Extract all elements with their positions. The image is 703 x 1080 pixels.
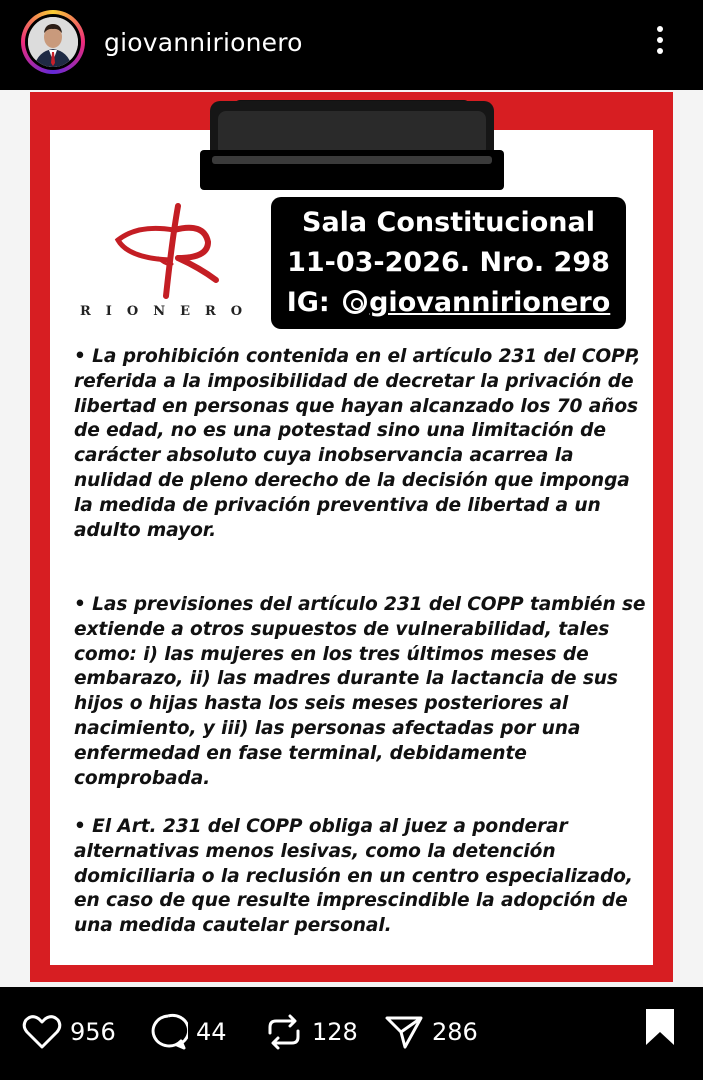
- repost-count: 128: [312, 1018, 358, 1046]
- like-count: 956: [70, 1018, 116, 1046]
- threads-icon: [343, 290, 367, 314]
- share-button[interactable]: [384, 1014, 478, 1050]
- avatar[interactable]: [21, 10, 85, 74]
- action-bar: [0, 987, 703, 1080]
- title-line-2: 11-03-2026. Nro. 298: [287, 247, 610, 278]
- share-count: 286: [432, 1018, 478, 1046]
- heart-icon: [22, 1014, 62, 1050]
- paragraph-2: • Las previsiones del artículo 231 del COPP también se extiende a otros supuestos de vulnerabilidad, tales como: i) las mujeres en los tres últimos meses de embarazo, ii) las madres durante la lactancia de sus hijos o hijas hasta los seis meses posteriores al nacimiento, y iii) las personas afectadas por una enfermedad en fase terminal, debidamente comprobada.: [74, 594, 646, 789]
- ig-prefix: IG:: [286, 287, 340, 318]
- comment-count: 44: [196, 1018, 227, 1046]
- send-icon: [384, 1013, 424, 1051]
- like-button[interactable]: [22, 1014, 116, 1050]
- title-line-1: Sala Constitucional: [302, 207, 595, 238]
- post-header: [0, 0, 703, 90]
- repost-button[interactable]: [264, 1014, 358, 1050]
- ig-handle: giovannirionero: [369, 287, 611, 318]
- avatar-photo: [25, 14, 81, 70]
- clip-highlight: [212, 156, 492, 164]
- save-button[interactable]: [642, 1009, 678, 1045]
- paragraph-3: • El Art. 231 del COPP obliga al juez a ponderar alternativas menos lesivas, como la detención domiciliaria o la reclusión en un centro especializado, en caso de que resulte imprescindible la adopción de una medida cautelar personal.: [74, 816, 633, 937]
- repost-icon: [264, 1013, 304, 1051]
- title-box: [271, 197, 626, 329]
- comment-button[interactable]: [148, 1014, 227, 1050]
- comment-icon: [148, 1013, 188, 1051]
- rionero-logo: [108, 200, 248, 320]
- bookmark-icon: [642, 1007, 678, 1047]
- title-line-3: [279, 283, 618, 323]
- username[interactable]: giovannirionero: [104, 28, 303, 57]
- more-vertical-icon[interactable]: [648, 26, 672, 62]
- paragraph-1: • La prohibición contenida en el artículo 231 del COPP, referida a la imposibilidad de decretar la privación de libertad en personas que hayan alcanzado los 70 años de edad, no es una potestad sino una limitación de carácter absoluto cuya inobservancia acarrea la nulidad de pleno derecho de la decisión que imponga la medida de privación preventiva de libertad a un adulto mayor.: [74, 346, 641, 541]
- logo-wordmark: RIONERO: [80, 304, 258, 319]
